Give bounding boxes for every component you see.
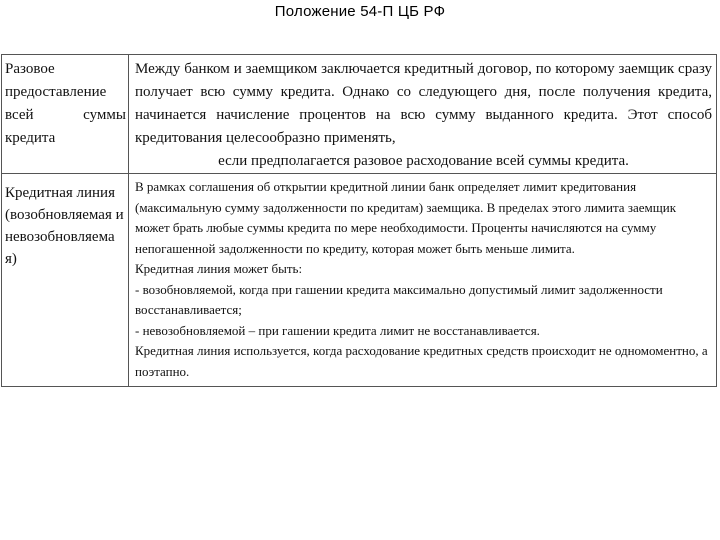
definition-lump-sum-last: если предполагается разовое расходование всей суммы кредита. xyxy=(218,153,629,169)
definition-cell xyxy=(129,174,717,387)
definition-lump-sum-main: Между банком и заемщиком заключается кредитный договор, по которому заемщик сразу получает всю сумму кредита. Однако со следующего дня, после получения кредита, начинается начисление процентов на всю сумму выданного кредита. Этот способ кредитования целесообразно применять, xyxy=(135,61,712,146)
term-credit-line: Кредитная линия (возобновляемая и невозобновляемая) xyxy=(5,185,124,267)
definition-paragraph: - возобновляемой, когда при гашении кредита максимально допустимый лимит задолженности восстанавливается; xyxy=(135,281,663,317)
definition-paragraph: Кредитная линия может быть: xyxy=(135,261,303,276)
term-lump-sum: Разовое предоставление всей суммы кредита xyxy=(5,61,126,146)
term-cell xyxy=(2,55,129,174)
slide-title: Положение 54-П ЦБ РФ xyxy=(274,3,446,20)
definition-paragraph: Кредитная линия используется, когда расходование кредитных средств происходит не одномоментно, а поэтапно. xyxy=(135,343,708,379)
definition-lump-sum xyxy=(129,55,716,173)
definition-paragraph: - невозобновляемой – при гашении кредита лимит не восстанавливается. xyxy=(135,322,540,338)
credit-methods-table xyxy=(1,54,717,387)
definition-cell xyxy=(129,55,717,174)
definition-paragraph: В рамках соглашения об открытии кредитной линии банк определяет лимит кредитования (максимальную сумму задолженности по кредитам) заемщика. В пределах этого лимита заемщик может брать любые суммы кредита по мере необходимости. Проценты начисляются на сумму непогашенной задолженности по кредиту, которая может быть меньше лимита. xyxy=(135,179,677,256)
table-row-credit-line xyxy=(2,174,717,387)
table-row-lump-sum xyxy=(2,55,717,174)
term-cell xyxy=(2,174,129,387)
definition-credit-line xyxy=(129,174,716,386)
